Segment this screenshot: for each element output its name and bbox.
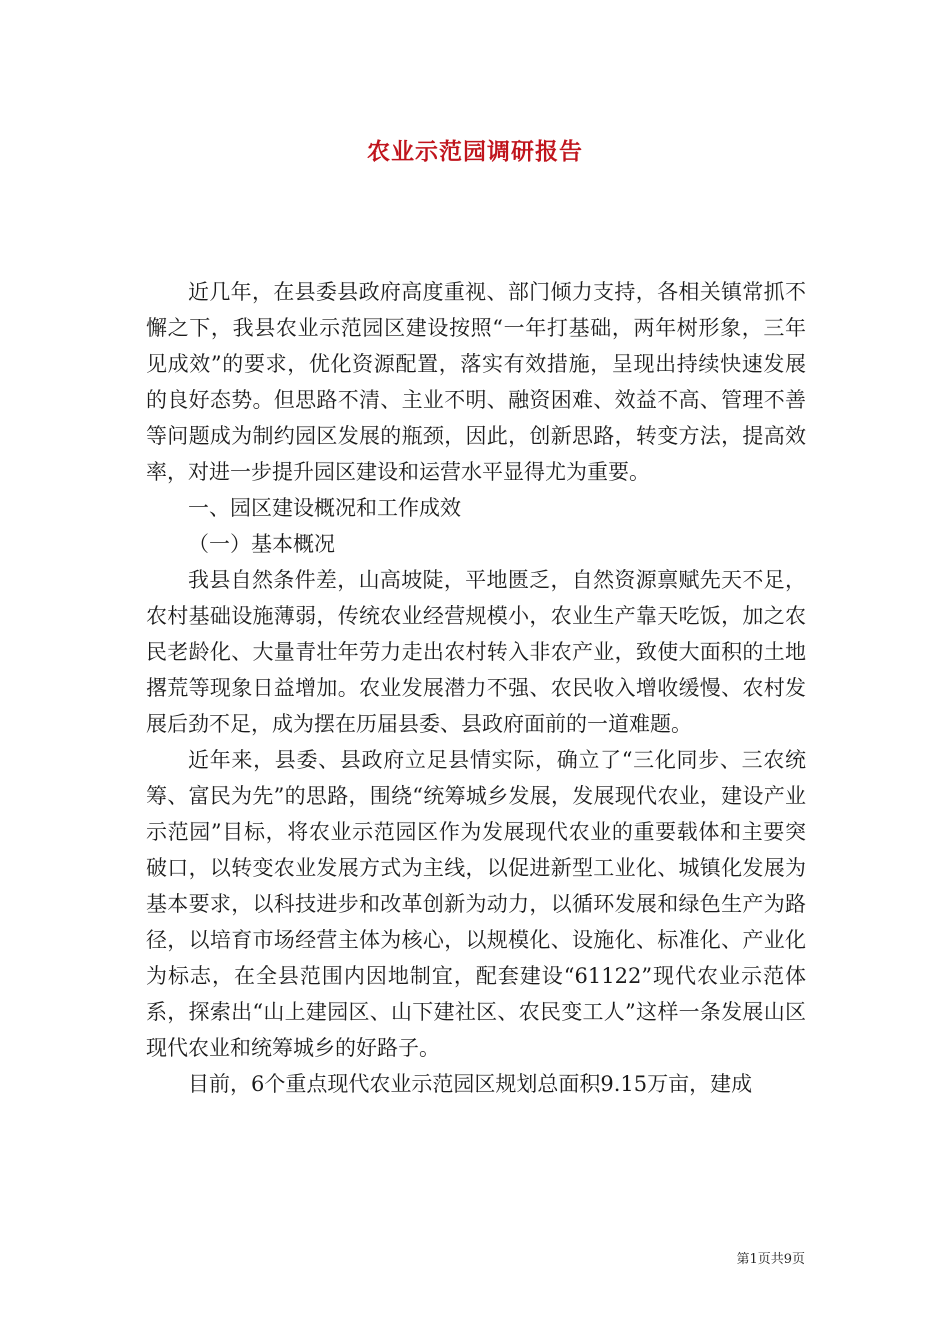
document-body bbox=[146, 274, 806, 1102]
subsection-heading-1: （一）基本概况 bbox=[188, 532, 335, 556]
document-title: 农业示范园调研报告 bbox=[367, 138, 583, 165]
paragraph-intro: 近几年，在县委县政府高度重视、部门倾力支持，各相关镇常抓不懈之下，我县农业示范园区建设按照“一年打基础，两年树形象，三年见成效”的要求，优化资源配置，落实有效措施，呈现出持续快速发展的良好态势。但思路不清、主业不明、融资困难、效益不高、管理不善等问题成为制约园区发展的瓶颈，因此，创新思路，转变方法，提高效率，对进一步提升园区建设和运营水平显得尤为重要。 bbox=[146, 280, 806, 484]
paragraph-recent-years: 近年来，县委、县政府立足县情实际，确立了“三化同步、三农统筹、富民为先”的思路，围绕“统筹城乡发展，发展现代农业，建设产业示范园”目标，将农业示范园区作为发展现代农业的重要载体和主要突破口，以转变农业发展方式为主线，以促进新型工业化、城镇化发展为基本要求，以科技进步和改革创新为动力，以循环发展和绿色生产为路径，以培育市场经营主体为核心，以规模化、设施化、标准化、产业化为标志，在全县范围内因地制宜，配套建设“61122”现代农业示范体系，探索出“山上建园区、山下建社区、农民变工人”这样一条发展山区现代农业和统筹城乡的好路子。 bbox=[146, 748, 806, 1060]
section-heading-1: 一、园区建设概况和工作成效 bbox=[188, 496, 461, 520]
paragraph-basic-situation: 我县自然条件差，山高坡陡，平地匮乏，自然资源禀赋先天不足，农村基础设施薄弱，传统农业经营规模小，农业生产靠天吃饭，加之农民老龄化、大量青壮年劳力走出农村转入非农产业，致使大面积的土地撂荒等现象日益增加。农业发展潜力不强、农民收入增收缓慢、农村发展后劲不足，成为摆在历届县委、县政府面前的一道难题。 bbox=[146, 568, 806, 736]
page-number: 第1页共9页 bbox=[736, 1252, 805, 1267]
paragraph-current: 目前，6个重点现代农业示范园区规划总面积9.15万亩，建成 bbox=[188, 1072, 753, 1096]
